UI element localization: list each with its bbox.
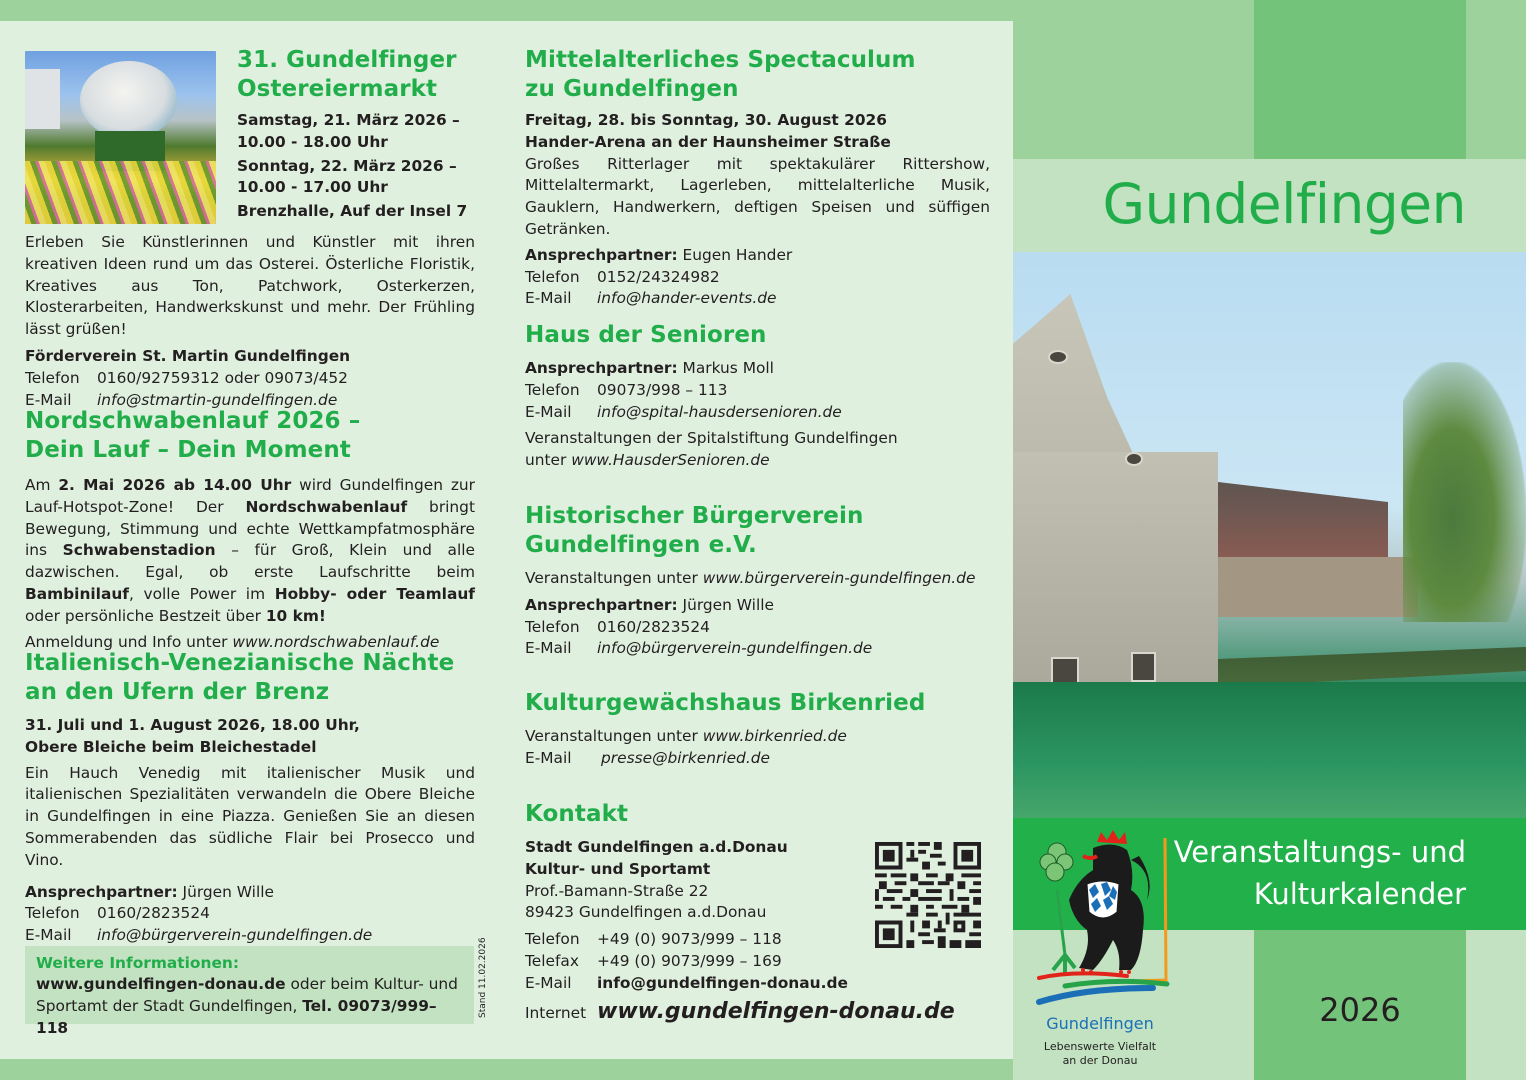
email-link[interactable]: info@bürgerverein-gundelfingen.de [97, 926, 373, 945]
phone: +49 (0) 9073/999 – 118 [597, 930, 782, 949]
time-2: 10.00 - 17.00 Uhr [237, 178, 388, 197]
contact: Ansprechpartner: Jürgen Wille [525, 595, 774, 614]
senioren-title: Haus der Senioren [525, 322, 767, 348]
venezianische-title: Italienisch-Venezianische Nächte an den Ufern der Brenz [25, 650, 455, 705]
org: Stadt Gundelfingen a.d.Donau [525, 838, 788, 856]
email-link[interactable]: info@hander-events.de [597, 289, 777, 308]
phone-label: Telefon [525, 617, 580, 636]
ostereiermarkt-header [237, 46, 477, 223]
phone: 0160/2823524 [597, 617, 710, 636]
email-link[interactable]: info@bürgerverein-gundelfingen.de [597, 639, 873, 658]
birkenried-title: Kulturgewächshaus Birkenried [525, 690, 926, 716]
info-phone: Tel. 09073/999–118 [36, 997, 437, 1037]
info-box-title: Weitere Informationen: [36, 954, 240, 972]
email-label: E-Mail [525, 289, 572, 308]
spectaculum-description: Großes Ritterlager mit spektakulärer Rittershow, Mittelaltermarkt, Lagerleben, mittelalterliche Musik, Gauklern, Handwerkern, deftigen Speisen und süffigen Getränken. [525, 154, 990, 238]
cover-title: Gundelfingen [1102, 172, 1466, 236]
ostereiermarkt-description: Erleben Sie Künstlerinnen und Künstler mit ihren kreativen Ideen rund um das Osterei. Österliche Floristik, Kreatives aus Ton, Patchwork, Osterkerzen, Klosterarbeiten, Handwerkskunst und mehr. Der Frühling lässt grüßen! [25, 233, 475, 339]
town-logo [1035, 820, 1175, 1070]
location: Brenzhalle, Auf der Insel 7 [237, 202, 468, 221]
qr-code-icon[interactable] [874, 842, 982, 948]
inner-panel [0, 21, 1013, 1059]
stand-date: Stand 11.02.2026 [478, 937, 488, 1018]
organizer: Förderverein St. Martin Gundelfingen [25, 346, 351, 365]
easter-market-photo [25, 51, 216, 224]
contact: Ansprechpartner: Jürgen Wille [25, 882, 274, 901]
venezianische-section [25, 649, 475, 947]
town-river-photo [1013, 252, 1526, 818]
time-1: 10.00 - 18.00 Uhr [237, 132, 388, 151]
date: Freitag, 28. bis Sonntag, 30. August 2026 [525, 111, 887, 129]
subtitle-line2: Kulturkalender [1253, 877, 1466, 911]
email-link[interactable]: info@spital-hausdersenioren.de [597, 402, 842, 421]
contact: Ansprechpartner: Eugen Hander [525, 245, 793, 264]
buergerverein-section: Historischer Bürgerverein Gundelfingen e.V. Veranstaltungen unter www.bürgerverein-gundelfingen.de Ansprechpartner: Jürgen Wille Telefon 0160/2823524 E-Mail info@bürgerverein-gundelfingen.de [525, 502, 990, 660]
email-label: E-Mail [525, 973, 572, 992]
phone: 0160/92759312 oder 09073/452 [97, 368, 348, 387]
coat-of-arms-icon [1035, 820, 1175, 1010]
buergerverein-title: Historischer Bürgerverein Gundelfingen e.V. [525, 503, 864, 558]
title-band [1013, 159, 1526, 252]
nordschwabenlauf-title: Nordschwabenlauf 2026 – Dein Lauf – Dein Moment [25, 408, 361, 463]
website-link[interactable]: www.gundelfingen-donau.de [597, 998, 955, 1024]
birkenried-section: Kulturgewächshaus Birkenried Veranstaltungen unter www.birkenried.de E-Mail presse@birkenried.de [525, 689, 990, 770]
cover-panel [1013, 0, 1526, 1080]
phone: 0160/2823524 [97, 904, 210, 923]
email-label: E-Mail [525, 748, 572, 767]
email-link[interactable]: info@gundelfingen-donau.de [597, 973, 848, 992]
year: 2026 [1319, 991, 1401, 1029]
phone: 09073/998 – 113 [597, 380, 728, 399]
registration: Anmeldung und Info unter www.nordschwabenlauf.de [25, 632, 440, 651]
fax-label: Telefax [525, 951, 579, 970]
logo-name: Gundelfingen [1046, 1014, 1154, 1033]
venezianische-description: Ein Hauch Venedig mit italienischer Musik und italienischen Spezialitäten verwandeln die Obere Bleiche in Gundelfingen in eine Piazza. Genießen Sie an diesen Sommerabenden das südliche Flair bei Prosecco und Vino. [25, 763, 475, 869]
fax: +49 (0) 9073/999 – 169 [597, 951, 782, 970]
email-label: E-Mail [525, 639, 572, 658]
senioren-section: Haus der Senioren Ansprechpartner: Markus Moll Telefon 09073/998 – 113 E-Mail info@spital-hausdersenioren.de Veranstaltungen der Spitalstiftung Gundelfingen unter www.HausderSenioren.de [525, 321, 990, 472]
logo-tagline: Lebenswerte Vielfalt an der Donau [1043, 1040, 1157, 1067]
spectaculum-title: Mittelalterliches Spectaculum zu Gundelfingen [525, 47, 916, 102]
info-url[interactable]: www.gundelfingen-donau.de [36, 975, 286, 993]
contact: Ansprechpartner: Markus Moll [525, 359, 774, 377]
email-label: E-Mail [25, 390, 72, 409]
date-1: Samstag, 21. März 2026 – [237, 111, 460, 129]
location: Hander-Arena an der Haunsheimer Straße [525, 132, 891, 151]
subtitle-line1: Veranstaltungs- und [1173, 835, 1466, 869]
email-label: E-Mail [25, 926, 72, 945]
ostereiermarkt-body [25, 232, 475, 411]
email-link[interactable]: presse@birkenried.de [601, 748, 770, 767]
phone-label: Telefon [525, 930, 580, 949]
date-2: Sonntag, 22. März 2026 – [237, 156, 457, 175]
phone: 0152/24324982 [597, 267, 720, 286]
date: 31. Juli und 1. August 2026, 18.00 Uhr, [25, 716, 360, 734]
email-link[interactable]: info@stmartin-gundelfingen.de [97, 390, 338, 409]
info-box: Weitere Informationen: www.gundelfingen-donau.de oder beim Kultur- und Sportamt der Stadt Gundelfingen, Tel. 09073/999–118 [25, 946, 474, 1024]
birkenried-link[interactable]: www.birkenried.de [702, 727, 847, 745]
phone-label: Telefon [525, 380, 580, 399]
spectaculum-section [525, 46, 990, 310]
phone-label: Telefon [25, 368, 80, 387]
registration-link[interactable]: www.nordschwabenlauf.de [232, 632, 440, 651]
location: Obere Bleiche beim Bleichestadel [25, 737, 317, 756]
internet-label: Internet [525, 1003, 587, 1022]
email-label: E-Mail [525, 402, 572, 421]
note: Veranstaltungen der Spitalstiftung Gundelfingen [525, 429, 898, 448]
kontakt-title: Kontakt [525, 801, 629, 827]
decor-stripe [1254, 0, 1466, 159]
phone-label: Telefon [25, 904, 80, 923]
phone-label: Telefon [525, 267, 580, 286]
nordschwabenlauf-section [25, 407, 475, 653]
city: 89423 Gundelfingen a.d.Donau [525, 903, 767, 922]
dept: Kultur- und Sportamt [525, 859, 711, 878]
buergerverein-link[interactable]: www.bürgerverein-gundelfingen.de [702, 569, 976, 587]
street: Prof.-Bamann-Straße 22 [525, 881, 709, 900]
nordschwabenlauf-description: Am 2. Mai 2026 ab 14.00 Uhr wird Gundelfingen zur Lauf-Hotspot-Zone! Der Nordschwabenlauf bringt Bewegung, Stimmung und echte Wettkampfatmosphäre ins Schwabenstadion – für Groß, Klein und alle dazwischen. Egal, ob erste Laufschritte beim Bambinilauf, volle Power im Hobby- oder Teamlauf oder persönliche Bestzeit über 10 km! [25, 476, 475, 625]
ostereiermarkt-title: 31. Gundelfinger Ostereiermarkt [237, 47, 457, 102]
senioren-link[interactable]: www.HausderSenioren.de [571, 451, 770, 470]
